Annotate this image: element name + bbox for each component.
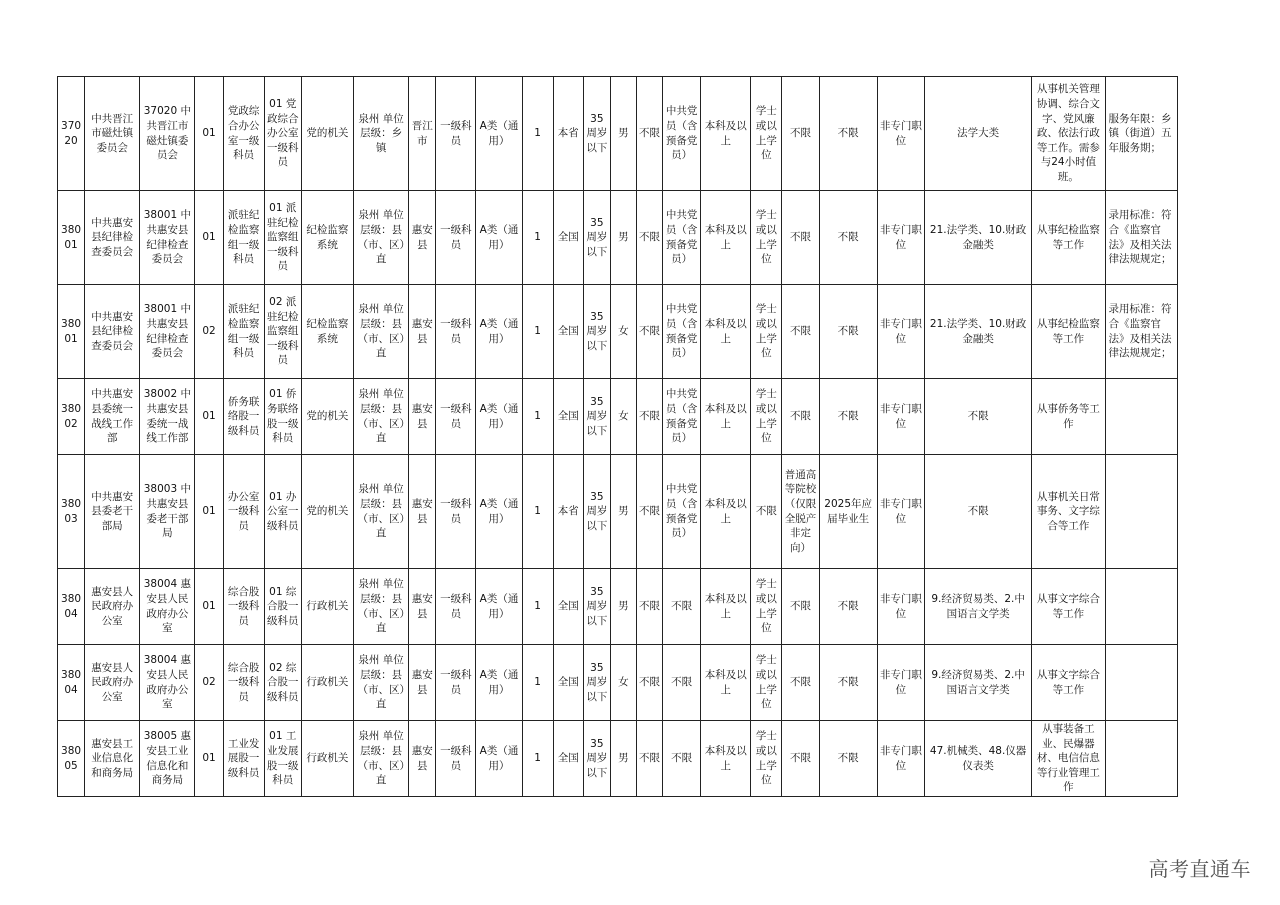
- cell-notes: 服务年限：乡镇（街道）五年服务期；: [1105, 77, 1177, 191]
- cell-ethnicity: 不限: [636, 455, 662, 569]
- cell-hire-count: 1: [522, 455, 553, 569]
- cell-notes: [1105, 379, 1177, 455]
- cell-unit-code: 37020: [58, 77, 85, 191]
- cell-position-code-name: 01 办公室一级科员: [264, 455, 301, 569]
- cell-unit-name: 惠安县工业信息化和商务局: [85, 721, 140, 797]
- cell-major: 法学大类: [924, 77, 1031, 191]
- table-row: [58, 721, 1178, 797]
- cell-gender: 女: [610, 645, 636, 721]
- cell-school-type: 不限: [782, 721, 819, 797]
- cell-ethnicity: 不限: [636, 721, 662, 797]
- cell-position-name: 办公室一级科员: [223, 455, 264, 569]
- cell-position-code-name: 01 侨务联络股一级科员: [264, 379, 301, 455]
- cell-unit-level: 泉州 单位层级：县（市、区）直: [354, 285, 409, 379]
- table-row: [58, 285, 1178, 379]
- cell-graduate-status: 2025年应届毕业生: [819, 455, 877, 569]
- cell-position-name: 党政综合办公室一级科员: [223, 77, 264, 191]
- cell-unit-type: 党的机关: [301, 379, 353, 455]
- cell-major: 9.经济贸易类、2.中国语言文学类: [924, 645, 1031, 721]
- cell-hire-count: 1: [522, 645, 553, 721]
- cell-unit-name: 中共惠安县纪律检查委员会: [85, 285, 140, 379]
- cell-age-requirement: 35周岁以下: [583, 645, 610, 721]
- cell-political-status: 不限: [663, 645, 701, 721]
- cell-position-rank: 一级科员: [436, 721, 476, 797]
- cell-education: 本科及以上: [701, 569, 751, 645]
- cell-hire-count: 1: [522, 285, 553, 379]
- cell-household-scope: 全国: [553, 285, 583, 379]
- cell-position-type: 非专门职位: [877, 455, 924, 569]
- cell-school-type: 不限: [782, 645, 819, 721]
- cell-exam-category: A类（通用）: [476, 721, 522, 797]
- cell-major: 不限: [924, 379, 1031, 455]
- cell-region: 惠安县: [409, 645, 436, 721]
- cell-household-scope: 全国: [553, 645, 583, 721]
- cell-position-seq: 01: [195, 455, 223, 569]
- cell-region: 惠安县: [409, 379, 436, 455]
- cell-unit-code: 38001: [58, 285, 85, 379]
- cell-unit-level: 泉州 单位层级：县（市、区）直: [354, 569, 409, 645]
- cell-degree: 学士或以上学位: [751, 77, 782, 191]
- cell-graduate-status: 不限: [819, 645, 877, 721]
- cell-unit-name: 中共惠安县委统一战线工作部: [85, 379, 140, 455]
- cell-unit-code-name: 38001 中共惠安县纪律检查委员会: [140, 285, 195, 379]
- cell-notes: 录用标准：符合《监察官法》及相关法律法规规定；: [1105, 191, 1177, 285]
- cell-major: 21.法学类、10.财政金融类: [924, 191, 1031, 285]
- cell-position-code-name: 02 派驻纪检监察组一级科员: [264, 285, 301, 379]
- cell-position-name: 派驻纪检监察组一级科员: [223, 191, 264, 285]
- cell-unit-level: 泉州 单位层级：县（市、区）直: [354, 645, 409, 721]
- cell-exam-category: A类（通用）: [476, 569, 522, 645]
- cell-hire-count: 1: [522, 191, 553, 285]
- cell-notes: [1105, 721, 1177, 797]
- recruitment-table: [57, 76, 1178, 797]
- cell-political-status: 中共党员（含预备党员）: [663, 285, 701, 379]
- cell-position-rank: 一级科员: [436, 285, 476, 379]
- cell-position-type: 非专门职位: [877, 569, 924, 645]
- table-row: [58, 379, 1178, 455]
- cell-degree: 学士或以上学位: [751, 379, 782, 455]
- cell-notes: [1105, 569, 1177, 645]
- cell-position-rank: 一级科员: [436, 569, 476, 645]
- cell-graduate-status: 不限: [819, 379, 877, 455]
- cell-major: 47.机械类、48.仪器仪表类: [924, 721, 1031, 797]
- cell-duties: 从事文字综合等工作: [1032, 569, 1105, 645]
- cell-position-rank: 一级科员: [436, 77, 476, 191]
- cell-school-type: 不限: [782, 285, 819, 379]
- cell-graduate-status: 不限: [819, 569, 877, 645]
- cell-position-seq: 01: [195, 721, 223, 797]
- cell-unit-type: 党的机关: [301, 77, 353, 191]
- cell-ethnicity: 不限: [636, 569, 662, 645]
- cell-position-seq: 01: [195, 77, 223, 191]
- cell-ethnicity: 不限: [636, 285, 662, 379]
- cell-unit-level: 泉州 单位层级：乡镇: [354, 77, 409, 191]
- cell-position-rank: 一级科员: [436, 191, 476, 285]
- table-row: [58, 645, 1178, 721]
- table-row: [58, 77, 1178, 191]
- cell-major: 9.经济贸易类、2.中国语言文学类: [924, 569, 1031, 645]
- cell-duties: 从事文字综合等工作: [1032, 645, 1105, 721]
- cell-gender: 男: [610, 77, 636, 191]
- cell-hire-count: 1: [522, 721, 553, 797]
- cell-exam-category: A类（通用）: [476, 77, 522, 191]
- cell-unit-name: 中共惠安县委老干部局: [85, 455, 140, 569]
- cell-notes: 录用标准：符合《监察官法》及相关法律法规规定；: [1105, 285, 1177, 379]
- cell-school-type: 不限: [782, 77, 819, 191]
- cell-position-type: 非专门职位: [877, 379, 924, 455]
- cell-unit-type: 纪检监察系统: [301, 285, 353, 379]
- cell-notes: [1105, 455, 1177, 569]
- cell-position-rank: 一级科员: [436, 645, 476, 721]
- cell-exam-category: A类（通用）: [476, 455, 522, 569]
- cell-position-name: 综合股一级科员: [223, 569, 264, 645]
- cell-position-seq: 01: [195, 569, 223, 645]
- cell-region: 惠安县: [409, 569, 436, 645]
- cell-degree: 学士或以上学位: [751, 285, 782, 379]
- cell-graduate-status: 不限: [819, 285, 877, 379]
- cell-position-code-name: 02 综合股一级科员: [264, 645, 301, 721]
- cell-education: 本科及以上: [701, 645, 751, 721]
- cell-political-status: 不限: [663, 721, 701, 797]
- cell-hire-count: 1: [522, 569, 553, 645]
- cell-household-scope: 本省: [553, 455, 583, 569]
- cell-unit-type: 纪检监察系统: [301, 191, 353, 285]
- cell-gender: 女: [610, 379, 636, 455]
- cell-gender: 男: [610, 569, 636, 645]
- cell-political-status: 中共党员（含预备党员）: [663, 455, 701, 569]
- cell-unit-code: 38001: [58, 191, 85, 285]
- cell-region: 惠安县: [409, 721, 436, 797]
- cell-household-scope: 全国: [553, 379, 583, 455]
- cell-ethnicity: 不限: [636, 191, 662, 285]
- cell-position-rank: 一级科员: [436, 379, 476, 455]
- cell-position-seq: 02: [195, 285, 223, 379]
- cell-region: 惠安县: [409, 285, 436, 379]
- cell-graduate-status: 不限: [819, 191, 877, 285]
- cell-position-name: 工业发展股一级科员: [223, 721, 264, 797]
- cell-age-requirement: 35周岁以下: [583, 379, 610, 455]
- cell-unit-type: 行政机关: [301, 645, 353, 721]
- cell-degree: 学士或以上学位: [751, 569, 782, 645]
- cell-ethnicity: 不限: [636, 645, 662, 721]
- cell-school-type: 不限: [782, 569, 819, 645]
- cell-region: 惠安县: [409, 455, 436, 569]
- cell-unit-code-name: 38002 中共惠安县委统一战线工作部: [140, 379, 195, 455]
- cell-degree: 学士或以上学位: [751, 191, 782, 285]
- cell-age-requirement: 35周岁以下: [583, 285, 610, 379]
- cell-ethnicity: 不限: [636, 77, 662, 191]
- cell-education: 本科及以上: [701, 379, 751, 455]
- cell-political-status: 中共党员（含预备党员）: [663, 191, 701, 285]
- cell-position-seq: 01: [195, 191, 223, 285]
- cell-unit-name: 惠安县人民政府办公室: [85, 645, 140, 721]
- cell-position-type: 非专门职位: [877, 191, 924, 285]
- table-row: [58, 455, 1178, 569]
- cell-education: 本科及以上: [701, 455, 751, 569]
- cell-hire-count: 1: [522, 379, 553, 455]
- cell-household-scope: 全国: [553, 191, 583, 285]
- cell-major: 21.法学类、10.财政金融类: [924, 285, 1031, 379]
- cell-political-status: 中共党员（含预备党员）: [663, 77, 701, 191]
- cell-hire-count: 1: [522, 77, 553, 191]
- cell-region: 晋江市: [409, 77, 436, 191]
- cell-unit-type: 党的机关: [301, 455, 353, 569]
- cell-degree: 学士或以上学位: [751, 721, 782, 797]
- cell-position-rank: 一级科员: [436, 455, 476, 569]
- cell-household-scope: 全国: [553, 569, 583, 645]
- cell-exam-category: A类（通用）: [476, 285, 522, 379]
- cell-position-type: 非专门职位: [877, 285, 924, 379]
- cell-political-status: 中共党员（含预备党员）: [663, 379, 701, 455]
- cell-duties: 从事机关管理协调、综合文字、党风廉政、依法行政等工作。需参与24小时值班。: [1032, 77, 1105, 191]
- cell-graduate-status: 不限: [819, 721, 877, 797]
- cell-exam-category: A类（通用）: [476, 645, 522, 721]
- cell-position-seq: 02: [195, 645, 223, 721]
- cell-education: 本科及以上: [701, 191, 751, 285]
- cell-degree: 学士或以上学位: [751, 645, 782, 721]
- cell-age-requirement: 35周岁以下: [583, 191, 610, 285]
- cell-unit-type: 行政机关: [301, 721, 353, 797]
- cell-position-name: 派驻纪检监察组一级科员: [223, 285, 264, 379]
- cell-notes: [1105, 645, 1177, 721]
- cell-duties: 从事机关日常事务、文字综合等工作: [1032, 455, 1105, 569]
- cell-ethnicity: 不限: [636, 379, 662, 455]
- cell-position-seq: 01: [195, 379, 223, 455]
- cell-gender: 男: [610, 191, 636, 285]
- cell-duties: 从事纪检监察等工作: [1032, 285, 1105, 379]
- cell-education: 本科及以上: [701, 285, 751, 379]
- cell-duties: 从事侨务等工作: [1032, 379, 1105, 455]
- cell-unit-code: 38004: [58, 569, 85, 645]
- cell-unit-name: 惠安县人民政府办公室: [85, 569, 140, 645]
- cell-position-name: 综合股一级科员: [223, 645, 264, 721]
- cell-age-requirement: 35周岁以下: [583, 455, 610, 569]
- cell-gender: 男: [610, 721, 636, 797]
- cell-unit-code-name: 38001 中共惠安县纪律检查委员会: [140, 191, 195, 285]
- cell-unit-code: 38002: [58, 379, 85, 455]
- cell-gender: 男: [610, 455, 636, 569]
- watermark-text: 高考直通车: [1148, 857, 1251, 881]
- cell-unit-level: 泉州 单位层级：县（市、区）直: [354, 191, 409, 285]
- cell-duties: 从事装备工业、民爆器材、电信信息等行业管理工作: [1032, 721, 1105, 797]
- cell-household-scope: 本省: [553, 77, 583, 191]
- cell-school-type: 普通高等院校（仅限全脱产非定向）: [782, 455, 819, 569]
- cell-graduate-status: 不限: [819, 77, 877, 191]
- cell-age-requirement: 35周岁以下: [583, 569, 610, 645]
- cell-school-type: 不限: [782, 379, 819, 455]
- cell-unit-code-name: 38004 惠安县人民政府办公室: [140, 569, 195, 645]
- cell-degree: 不限: [751, 455, 782, 569]
- cell-gender: 女: [610, 285, 636, 379]
- cell-education: 本科及以上: [701, 721, 751, 797]
- cell-region: 惠安县: [409, 191, 436, 285]
- cell-position-type: 非专门职位: [877, 645, 924, 721]
- cell-position-type: 非专门职位: [877, 721, 924, 797]
- cell-exam-category: A类（通用）: [476, 191, 522, 285]
- table-row: [58, 569, 1178, 645]
- cell-position-code-name: 01 党政综合办公室一级科员: [264, 77, 301, 191]
- cell-position-code-name: 01 派驻纪检监察组一级科员: [264, 191, 301, 285]
- recruitment-table-wrapper: [57, 76, 1178, 797]
- cell-duties: 从事纪检监察等工作: [1032, 191, 1105, 285]
- cell-unit-level: 泉州 单位层级：县（市、区）直: [354, 379, 409, 455]
- cell-position-code-name: 01 工业发展股一级科员: [264, 721, 301, 797]
- cell-major: 不限: [924, 455, 1031, 569]
- cell-unit-code: 38004: [58, 645, 85, 721]
- cell-unit-type: 行政机关: [301, 569, 353, 645]
- cell-unit-level: 泉州 单位层级：县（市、区）直: [354, 721, 409, 797]
- cell-political-status: 不限: [663, 569, 701, 645]
- cell-unit-level: 泉州 单位层级：县（市、区）直: [354, 455, 409, 569]
- cell-position-code-name: 01 综合股一级科员: [264, 569, 301, 645]
- cell-exam-category: A类（通用）: [476, 379, 522, 455]
- cell-unit-name: 中共晋江市磁灶镇委员会: [85, 77, 140, 191]
- cell-position-name: 侨务联络股一级科员: [223, 379, 264, 455]
- cell-education: 本科及以上: [701, 77, 751, 191]
- cell-unit-code-name: 38005 惠安县工业信息化和商务局: [140, 721, 195, 797]
- cell-unit-name: 中共惠安县纪律检查委员会: [85, 191, 140, 285]
- cell-household-scope: 全国: [553, 721, 583, 797]
- cell-unit-code-name: 38003 中共惠安县委老干部局: [140, 455, 195, 569]
- cell-unit-code: 38003: [58, 455, 85, 569]
- cell-age-requirement: 35周岁以下: [583, 77, 610, 191]
- cell-unit-code: 38005: [58, 721, 85, 797]
- cell-school-type: 不限: [782, 191, 819, 285]
- cell-age-requirement: 35周岁以下: [583, 721, 610, 797]
- cell-position-type: 非专门职位: [877, 77, 924, 191]
- cell-unit-code-name: 38004 惠安县人民政府办公室: [140, 645, 195, 721]
- table-row: [58, 191, 1178, 285]
- cell-unit-code-name: 37020 中共晋江市磁灶镇委员会: [140, 77, 195, 191]
